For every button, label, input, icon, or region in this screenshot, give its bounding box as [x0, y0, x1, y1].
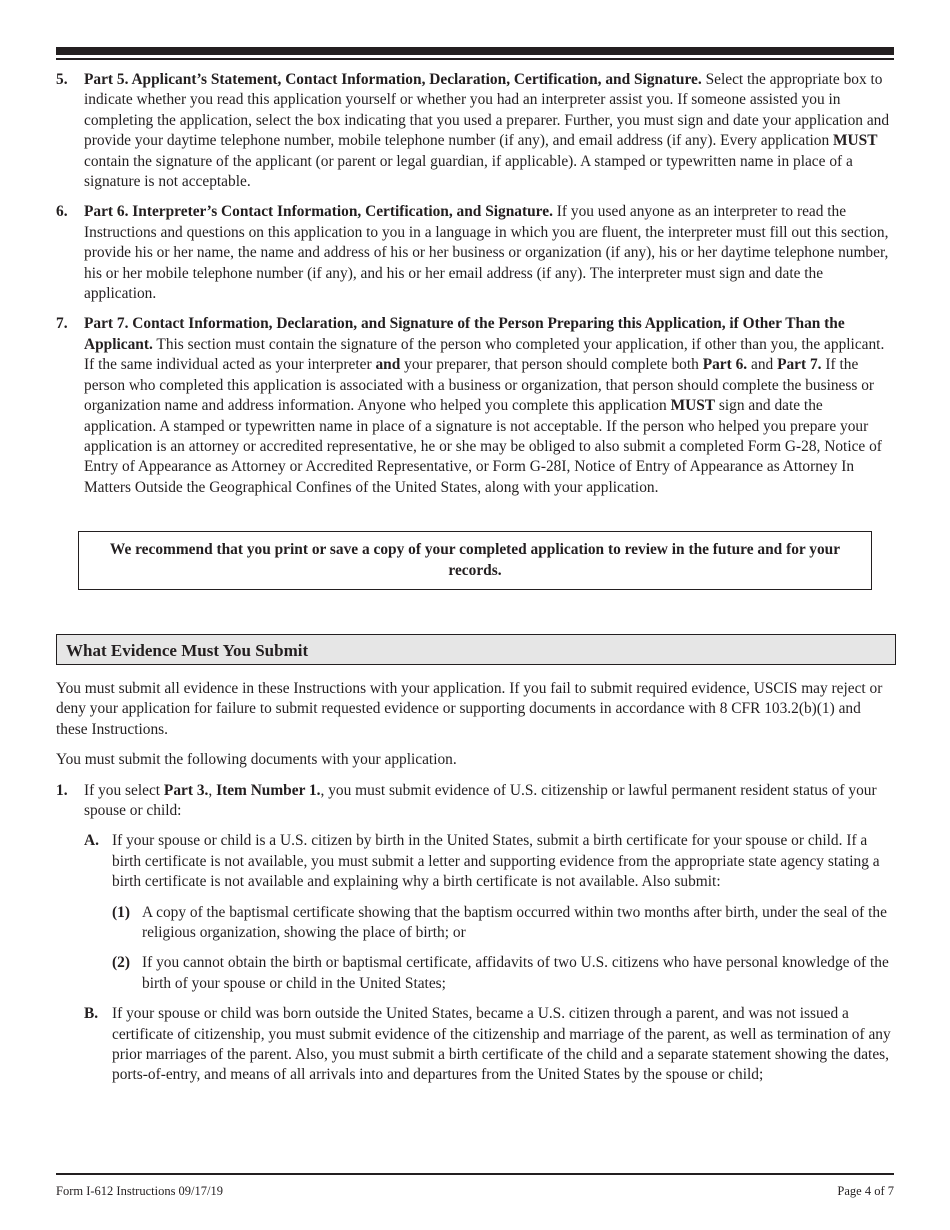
item-letter: A. [84, 832, 99, 850]
list-item-part7: 7. Part 7. Contact Information, Declaration, and Signature of the Person Preparing this Application, if Other Than the Applicant. This section must contain the signature of the person who completed your application, if other than you, the applicant. If the same individual acted as your interpreter and your preparer, that person should complete both Part 6. and Part 7. If the person who completed this application is associated with a business or organization, that person should complete the business or organization name and address information. Anyone who helped you complete this application MUST sign and date the application. A stamped or typewritten name in place of a signature is not acceptable. If the person who helped you prepare your application is an attorney or accredited representative, he or she may be obliged to also submit a completed Form G-28, Notice of Entry of Appearance as Attorney or Accredited Representative, or Form G-28I, Notice of Entry of Appearance as Attorney In Matters Outside the Geographical Confines of the United States, along with your application. [56, 315, 885, 496]
top-rule-thick [56, 47, 894, 55]
item-number: 1. [56, 781, 68, 799]
recommendation-box: We recommend that you print or save a copy of your completed application to review in the future and for your records. [78, 531, 872, 590]
list-item-evidence-1b: B. If your spouse or child was born outside the United States, became a U.S. citizen through a parent, and was not issued a certificate of citizenship, you must submit evidence of the citizenship and marriage of the parent, as well as termination of any prior marriages of the parent. Also, you must submit a birth certificate of the child and a separate statement showing the dates, ports-of-entry, and means of all arrivals into and departures from the United States by the spouse or child; [84, 1005, 891, 1084]
footer-rule [56, 1173, 894, 1175]
footer-page-number: Page 4 of 7 [837, 1184, 894, 1198]
list-item-evidence-1a1: (1) A copy of the baptismal certificate showing that the baptism occurred within two months after birth, under the seal of the religious organization, showing the place of birth; or [112, 903, 887, 941]
item-number: 7. [56, 315, 68, 333]
item-title: Part 5. Applicant’s Statement, Contact Information, Declaration, Certification, and Signature. [84, 71, 702, 88]
paragraph: You must submit the following documents with your application. [56, 751, 457, 769]
item-number: 6. [56, 203, 68, 221]
list-item-evidence-1a: A. If your spouse or child is a U.S. citizen by birth in the United States, submit a birth certificate for your spouse or child. If a birth certificate is not available, you must submit a letter and supporting evidence from the appropriate state agency stating a birth certificate is not available and explaining why a birth certificate is not available. Also submit: [84, 832, 880, 891]
list-item-part6: 6. Part 6. Interpreter’s Contact Information, Certification, and Signature. If you used anyone as an interpreter to read the Instructions and questions on this application to you in a language in which you are fluent, the interpreter must fill out this section, provide his or her name, the name and address of his or her business or organization (if any), his or her daytime telephone number, his or her mobile telephone number (if any), and his or her email address (if any). The interpreter must sign and date the application. [56, 203, 889, 303]
list-item-part5: 5. Part 5. Applicant’s Statement, Contact Information, Declaration, Certification, and Signature. Select the appropriate box to indicate whether you read this application yourself or whether you had an interpreter assist you. If someone assisted you in completing the application, select the box indicating that you used a preparer. Further, you must sign and date your application and provide your daytime telephone number, mobile telephone number (if any), and email address (if any). Every application MUST contain the signature of the applicant (or parent or legal guardian, if applicable). A stamped or typewritten name in place of a signature is not acceptable. [56, 71, 890, 191]
page-content [56, 70, 894, 1096]
item-subnumber: (1) [112, 903, 130, 921]
item-title: Part 6. Interpreter’s Contact Information, Certification, and Signature. [84, 203, 553, 221]
section-header-evidence: What Evidence Must You Submit [56, 634, 896, 665]
footer-form-id: Form I-612 Instructions 09/17/19 [56, 1184, 224, 1198]
item-title: Part 7. Contact Information, Declaration, and Signature of the Person Preparing this Application, if Other Than the Applicant. [84, 315, 845, 353]
paragraph: You must submit all evidence in these Instructions with your application. If you fail to submit required evidence, USCIS may reject or deny your application for failure to submit requested evidence or supporting documents in accordance with 8 CFR 103.2(b)(1) and these Instructions. [56, 679, 883, 738]
list-item-evidence-1: 1. If you select Part 3., Item Number 1., you must submit evidence of U.S. citizenship or lawful permanent resident status of your spouse or child: [56, 781, 877, 819]
list-item-evidence-1a2: (2) If you cannot obtain the birth or baptismal certificate, affidavits of two U.S. citizens who have personal knowledge of the birth of your spouse or child in the United States; [112, 954, 889, 992]
item-number: 5. [56, 71, 68, 88]
top-rule-thin [56, 58, 894, 60]
item-letter: B. [84, 1005, 99, 1023]
item-subnumber: (2) [112, 954, 130, 972]
